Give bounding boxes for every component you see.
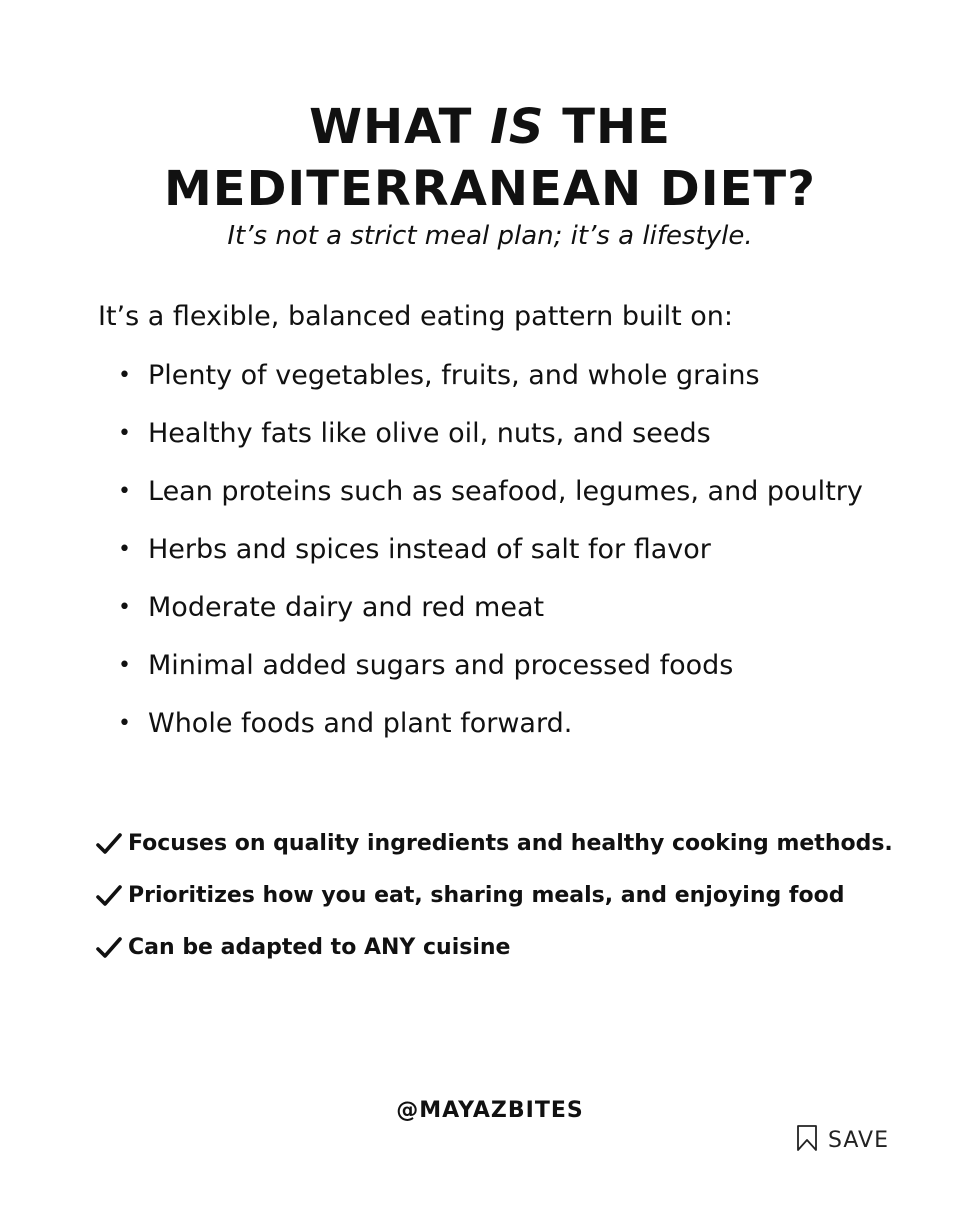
checkmark-icon: [96, 885, 128, 907]
check-item: [96, 818, 893, 870]
bullet-dot-icon: •: [118, 653, 131, 678]
title-word-the: THE: [562, 99, 671, 155]
save-label: SAVE: [828, 1127, 889, 1153]
title-word-is: IS: [490, 99, 545, 155]
page-title: [0, 96, 980, 220]
list-item-text: Plenty of vegetables, fruits, and whole grains: [148, 360, 760, 391]
list-item-text: Moderate dairy and red meat: [148, 592, 545, 623]
bullet-dot-icon: •: [118, 595, 131, 620]
subtitle: It’s not a strict meal plan; it’s a lifestyle.: [227, 221, 753, 251]
save-button[interactable]: [796, 1124, 889, 1156]
list-item-text: Minimal added sugars and processed foods: [148, 650, 734, 681]
checkmark-icon: [96, 937, 128, 959]
list-item: [118, 706, 863, 764]
bullet-dot-icon: •: [118, 363, 131, 388]
check-item-text: Focuses on quality ingredients and healthy cooking methods.: [128, 831, 893, 856]
list-item: [118, 590, 863, 648]
list-item: [118, 648, 863, 706]
list-item: [118, 416, 863, 474]
check-item-text: Can be adapted to ANY cuisine: [128, 935, 511, 960]
bullet-dot-icon: •: [118, 479, 131, 504]
list-item-text: Whole foods and plant forward.: [148, 708, 573, 739]
bullet-list: [118, 358, 863, 764]
intro-text: It’s a flexible, balanced eating pattern built on:: [98, 301, 733, 332]
bullet-dot-icon: •: [118, 537, 131, 562]
check-item: [96, 870, 893, 922]
bullet-dot-icon: •: [118, 711, 131, 736]
title-line-2: MEDITERRANEAN DIET?: [164, 161, 816, 217]
list-item: [118, 532, 863, 590]
author-handle: @MAYAZBITES: [396, 1098, 584, 1123]
list-item-text: Herbs and spices instead of salt for flavor: [148, 534, 711, 565]
title-word-what: WHAT: [309, 99, 473, 155]
check-list: [96, 818, 893, 974]
check-item-text: Prioritizes how you eat, sharing meals, and enjoying food: [128, 883, 845, 908]
list-item-text: Lean proteins such as seafood, legumes, and poultry: [148, 476, 863, 507]
check-item: [96, 922, 893, 974]
list-item: [118, 474, 863, 532]
bullet-dot-icon: •: [118, 421, 131, 446]
checkmark-icon: [96, 833, 128, 855]
list-item-text: Healthy fats like olive oil, nuts, and seeds: [148, 418, 711, 449]
bookmark-icon: [796, 1124, 818, 1156]
list-item: [118, 358, 863, 416]
